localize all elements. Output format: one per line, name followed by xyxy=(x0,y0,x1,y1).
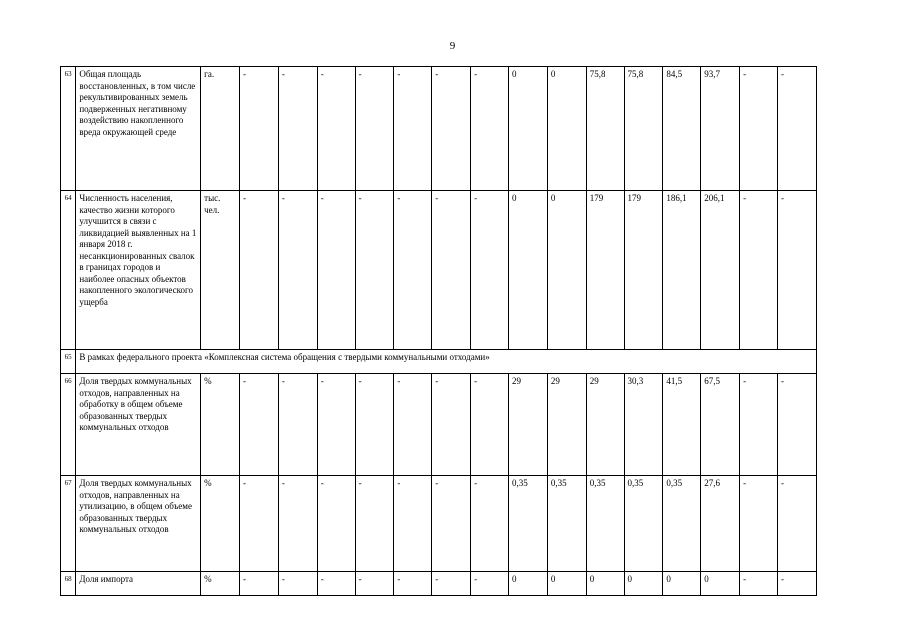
value-cell: - xyxy=(317,572,355,596)
value-cell: 0 xyxy=(663,572,701,596)
value-cell: - xyxy=(777,67,816,191)
value-cell: 30,3 xyxy=(624,374,663,476)
value-cell: 0,35 xyxy=(663,476,701,572)
table-row xyxy=(61,67,817,191)
value-cell: - xyxy=(317,476,355,572)
value-cell: 0 xyxy=(547,572,586,596)
value-cell: - xyxy=(777,374,816,476)
indicators-table xyxy=(60,66,817,596)
value-cell: - xyxy=(740,374,778,476)
value-cell: - xyxy=(317,374,355,476)
value-cell: - xyxy=(355,572,394,596)
table-row xyxy=(61,191,817,350)
unit-cell: % xyxy=(201,476,240,572)
value-cell: - xyxy=(240,67,279,191)
value-cell: - xyxy=(278,67,317,191)
value-cell: 41,5 xyxy=(663,374,701,476)
value-cell: - xyxy=(240,572,279,596)
value-cell: 29 xyxy=(586,374,624,476)
row-number: 68 xyxy=(61,572,76,596)
unit-cell: га. xyxy=(201,67,240,191)
value-cell: - xyxy=(278,374,317,476)
value-cell: - xyxy=(432,67,471,191)
table-row xyxy=(61,374,817,476)
value-cell: - xyxy=(777,572,816,596)
value-cell: - xyxy=(740,67,778,191)
value-cell: 179 xyxy=(624,191,663,350)
value-cell: - xyxy=(432,476,471,572)
value-cell: - xyxy=(394,374,432,476)
value-cell: - xyxy=(432,191,471,350)
row-number: 63 xyxy=(61,67,76,191)
value-cell: 206,1 xyxy=(701,191,740,350)
value-cell: - xyxy=(355,476,394,572)
value-cell: - xyxy=(777,191,816,350)
table-row xyxy=(61,476,817,572)
section-row xyxy=(61,350,817,374)
unit-cell: % xyxy=(201,572,240,596)
value-cell: 0 xyxy=(547,67,586,191)
value-cell: - xyxy=(355,67,394,191)
value-cell: 0,35 xyxy=(586,476,624,572)
value-cell: - xyxy=(355,191,394,350)
value-cell: - xyxy=(278,191,317,350)
value-cell: - xyxy=(471,374,509,476)
value-cell: 0 xyxy=(624,572,663,596)
page-number: 9 xyxy=(449,40,456,52)
value-cell: - xyxy=(471,476,509,572)
value-cell: - xyxy=(240,191,279,350)
value-cell: - xyxy=(471,572,509,596)
value-cell: - xyxy=(471,191,509,350)
value-cell: - xyxy=(740,476,778,572)
value-cell: 0 xyxy=(508,67,547,191)
value-cell: - xyxy=(317,191,355,350)
value-cell: - xyxy=(240,374,279,476)
value-cell: - xyxy=(317,67,355,191)
value-cell: 29 xyxy=(547,374,586,476)
value-cell: 93,7 xyxy=(701,67,740,191)
value-cell: 29 xyxy=(508,374,547,476)
value-cell: 0,35 xyxy=(508,476,547,572)
value-cell: 0 xyxy=(701,572,740,596)
value-cell: 0 xyxy=(508,191,547,350)
value-cell: - xyxy=(432,374,471,476)
indicator-name: Общая площадь восстановленных, в том числе рекультивированных земель подверженных негативному воздействию накопленного вреда окружающей среде xyxy=(76,67,201,191)
value-cell: - xyxy=(471,67,509,191)
value-cell: - xyxy=(278,572,317,596)
unit-cell: % xyxy=(201,374,240,476)
table-body xyxy=(61,67,817,596)
value-cell: - xyxy=(394,191,432,350)
indicator-name: Доля твердых коммунальных отходов, направленных на утилизацию, в общем объеме образованных твердых коммунальных отходов xyxy=(76,476,201,572)
value-cell: 0 xyxy=(547,191,586,350)
value-cell: 27,6 xyxy=(701,476,740,572)
value-cell: - xyxy=(240,476,279,572)
value-cell: 67,5 xyxy=(701,374,740,476)
row-number: 67 xyxy=(61,476,76,572)
value-cell: - xyxy=(355,374,394,476)
row-number: 66 xyxy=(61,374,76,476)
value-cell: - xyxy=(740,572,778,596)
value-cell: 75,8 xyxy=(624,67,663,191)
row-number: 64 xyxy=(61,191,76,350)
value-cell: - xyxy=(777,476,816,572)
table-row xyxy=(61,572,817,596)
indicator-name: Численность населения, качество жизни которого улучшится в связи с ликвидацией выявленных на 1 января 2018 г. несанкционированных свалок в границах городов и наиболее опасных объектов накопленного экологического ущерба xyxy=(76,191,201,350)
value-cell: - xyxy=(740,191,778,350)
value-cell: - xyxy=(394,476,432,572)
unit-cell: тыс. чел. xyxy=(201,191,240,350)
value-cell: 0,35 xyxy=(624,476,663,572)
indicator-name: Доля импорта xyxy=(76,572,201,596)
value-cell: 0,35 xyxy=(547,476,586,572)
value-cell: - xyxy=(394,572,432,596)
value-cell: 186,1 xyxy=(663,191,701,350)
value-cell: 75,8 xyxy=(586,67,624,191)
row-number: 65 xyxy=(61,350,76,374)
value-cell: - xyxy=(432,572,471,596)
value-cell: 0 xyxy=(586,572,624,596)
value-cell: 84,5 xyxy=(663,67,701,191)
indicator-name: Доля твердых коммунальных отходов, направленных на обработку в общем объеме образованных твердых коммунальных отходов xyxy=(76,374,201,476)
value-cell: 0 xyxy=(508,572,547,596)
value-cell: - xyxy=(394,67,432,191)
value-cell: 179 xyxy=(586,191,624,350)
value-cell: - xyxy=(278,476,317,572)
section-title: В рамках федерального проекта «Комплексная система обращения с твердыми коммунальными отходами» xyxy=(76,350,817,374)
